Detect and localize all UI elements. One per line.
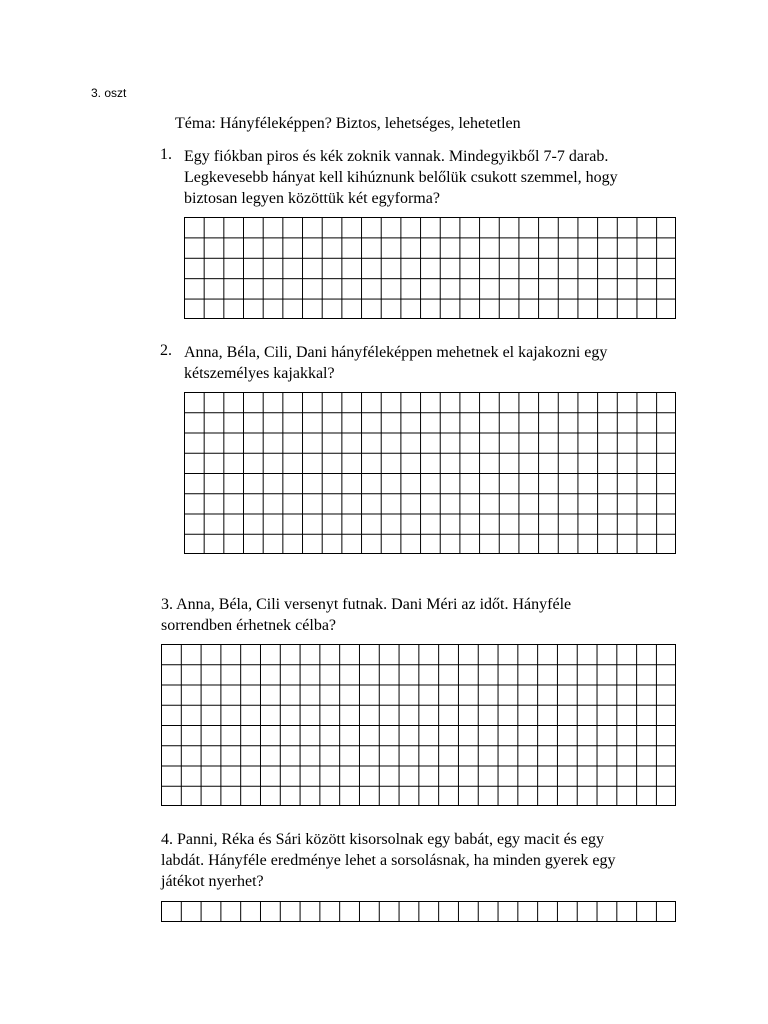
question-2-number: 2. [160, 342, 172, 359]
question-3-line-2: sorrendben érhetnek célba? [161, 617, 337, 634]
question-3-line-1: 3. Anna, Béla, Cili versenyt futnak. Dani Méri az időt. Hányféle [161, 596, 572, 613]
worksheet-title: Téma: Hányféleképpen? Biztos, lehetséges, lehetetlen [175, 115, 521, 132]
answer-grid-1[interactable] [184, 217, 676, 319]
question-1-line-2: Legkevesebb hányat kell kihúznunk belőlük csukott szemmel, hogy [184, 169, 618, 186]
answer-grid-3[interactable] [161, 644, 676, 806]
question-4-line-3: játékot nyerhet? [161, 873, 264, 890]
answer-grid-2[interactable] [184, 392, 676, 554]
question-1-line-3: biztosan legyen közöttük két egyforma? [184, 190, 440, 207]
question-4-line-2: labdát. Hányféle eredménye lehet a sorsolásnak, ha minden gyerek egy [161, 852, 616, 869]
question-1-number: 1. [160, 146, 172, 163]
question-4-line-1: 4. Panni, Réka és Sári között kisorsolnak egy babát, egy macit és egy [161, 831, 605, 848]
question-2-line-2: kétszemélyes kajakkal? [184, 365, 335, 382]
question-2-line-1: Anna, Béla, Cili, Dani hányféleképpen mehetnek el kajakozni egy [184, 344, 608, 361]
question-1-line-1: Egy fiókban piros és kék zoknik vannak. Mindegyikből 7-7 darab. [184, 148, 609, 165]
answer-grid-4[interactable] [161, 901, 676, 922]
class-label: 3. oszt [91, 86, 127, 100]
